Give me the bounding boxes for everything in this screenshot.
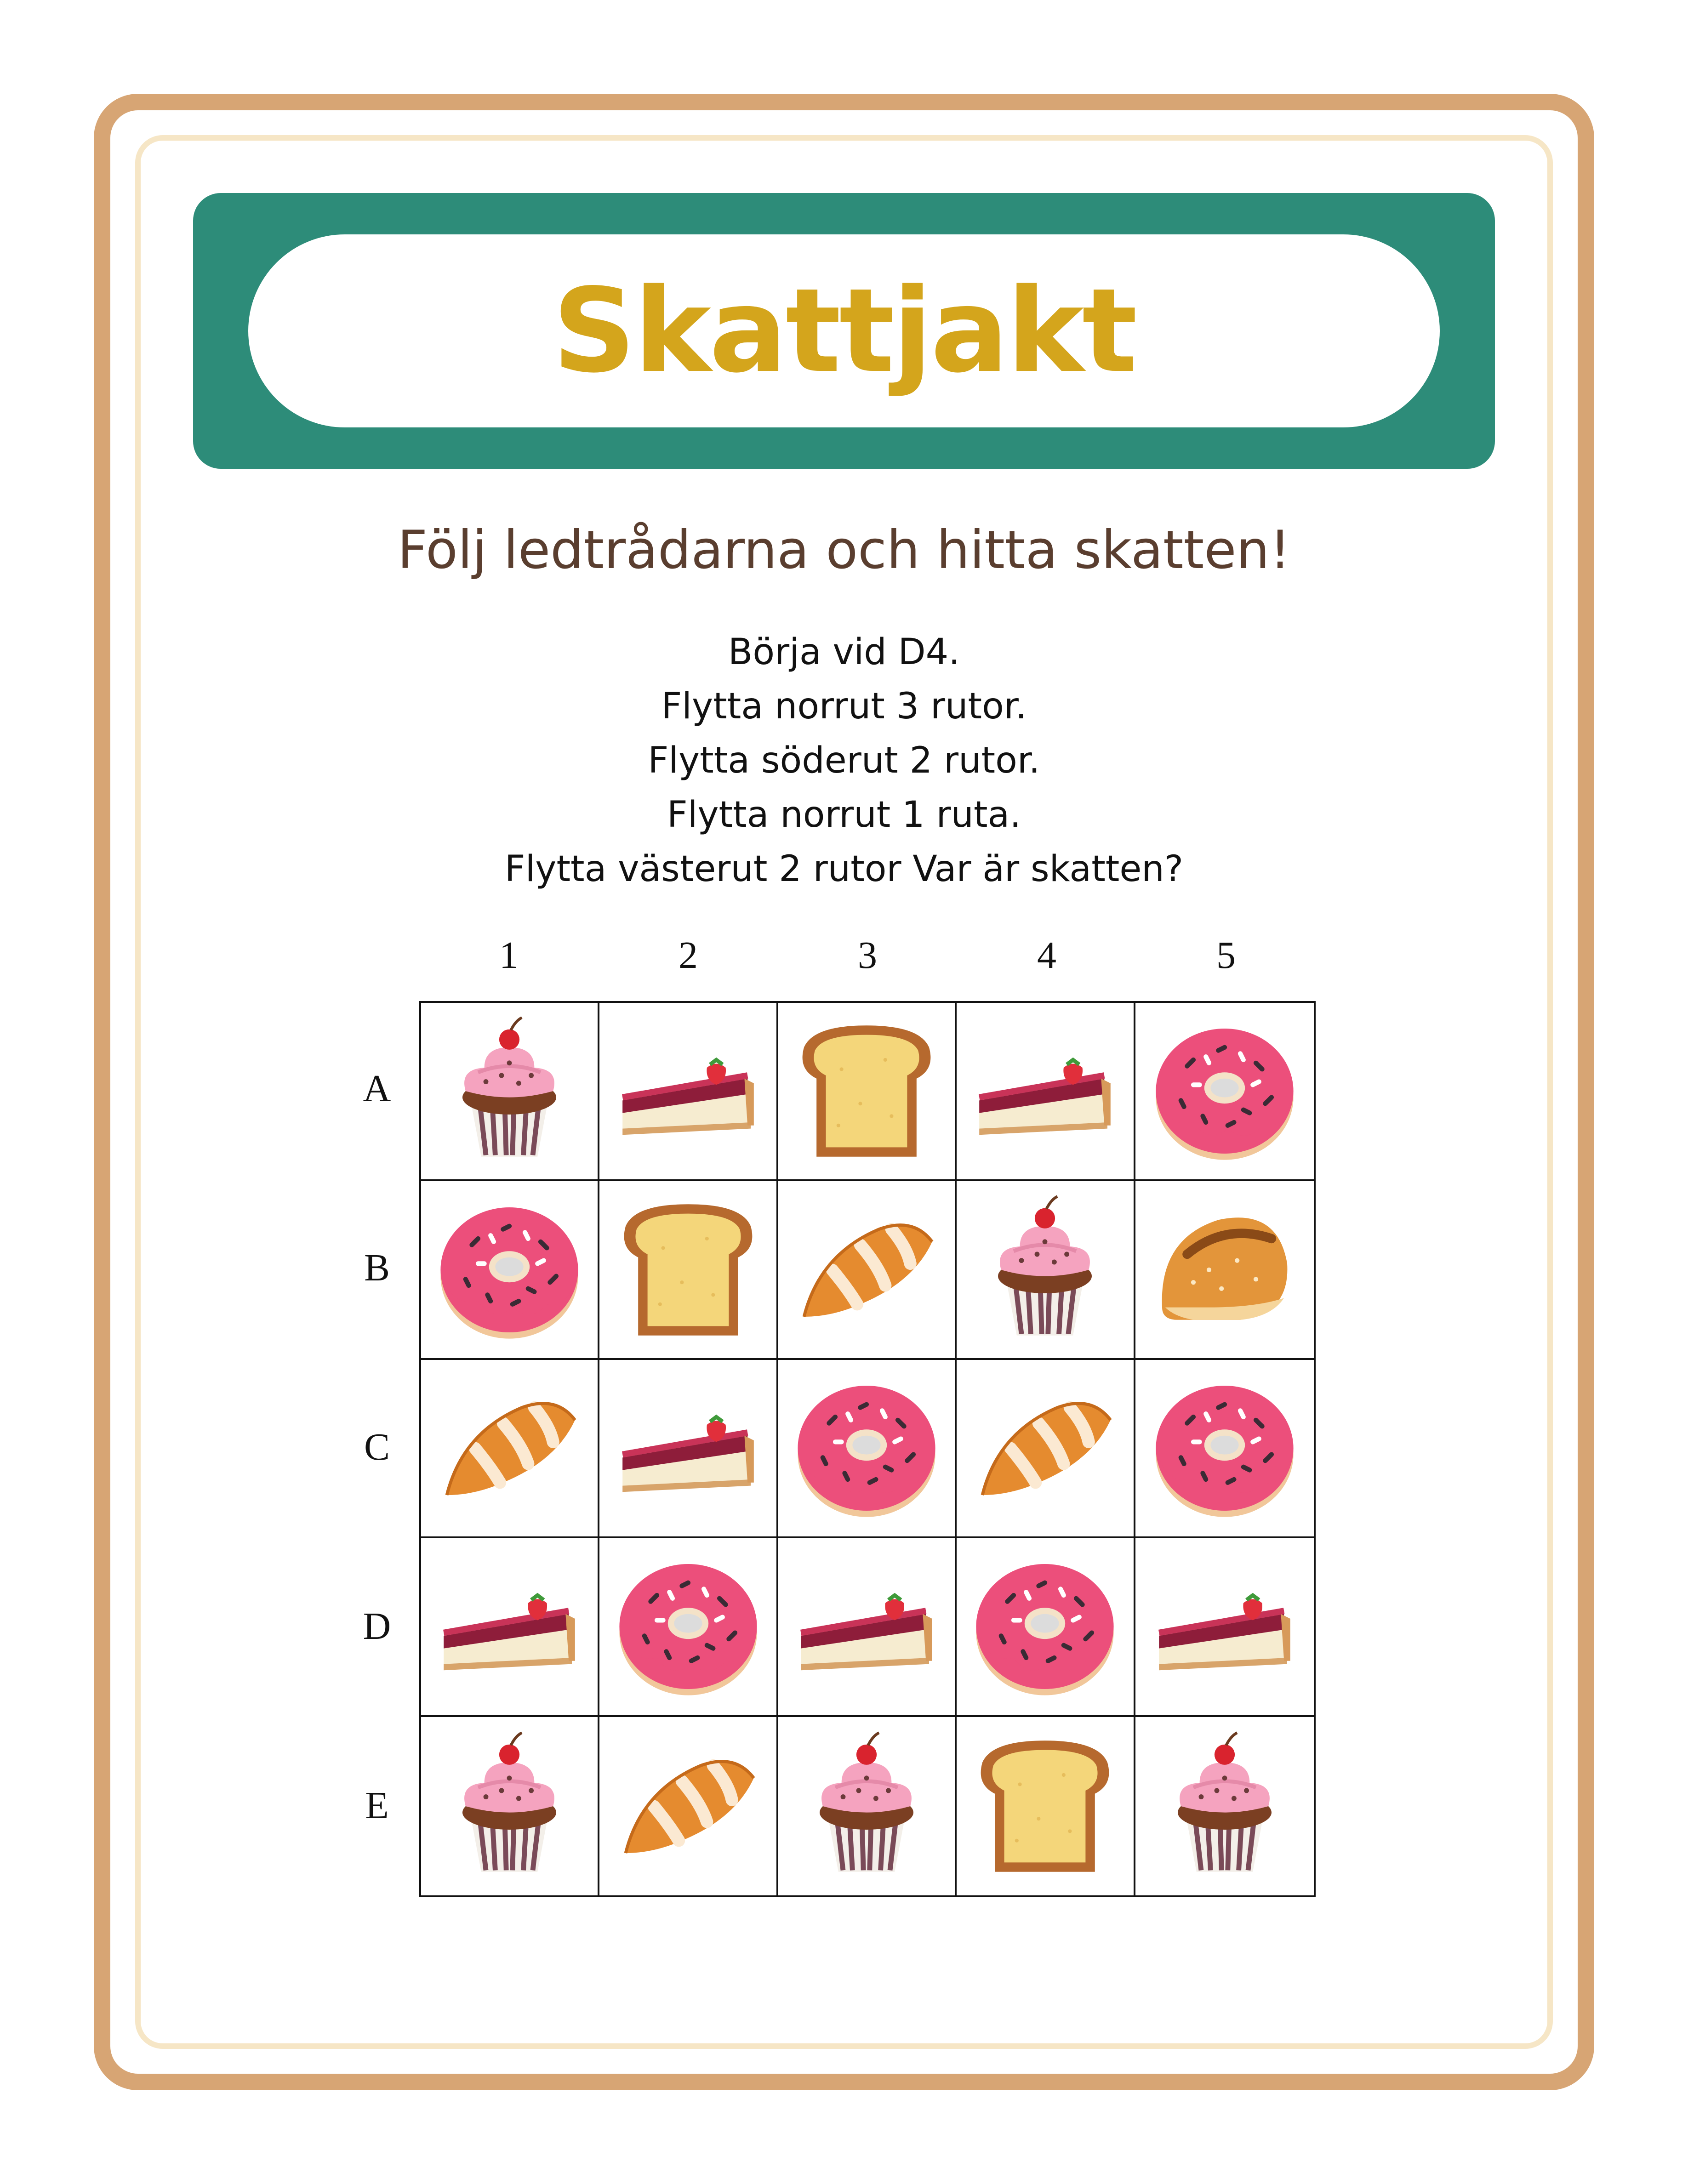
grid-cell (957, 1003, 1135, 1181)
grid-cell (599, 1538, 778, 1717)
row-label: C (364, 1426, 390, 1468)
title-pill (248, 234, 1440, 427)
cupcake-icon (967, 1192, 1123, 1348)
grid-cell (1135, 1181, 1314, 1359)
cupcake-icon (788, 1728, 945, 1884)
page-subtitle: Följ ledtrådarna och hitta skatten! (397, 519, 1291, 580)
clue-line: Flytta norrut 3 rutor. (661, 686, 1027, 727)
grid-cell (1135, 1538, 1314, 1717)
grid-cell (957, 1538, 1135, 1717)
grid-cell (421, 1538, 599, 1717)
row-label: B (364, 1246, 390, 1289)
grid-cell (599, 1181, 778, 1359)
croissant-icon (431, 1370, 587, 1526)
donut-icon (788, 1370, 945, 1526)
cheesecake-slice-icon (788, 1548, 945, 1705)
grid-cell (1135, 1360, 1314, 1538)
donut-icon (967, 1548, 1123, 1705)
grid-cell (778, 1360, 957, 1538)
cupcake-icon (431, 1728, 587, 1884)
row-label: E (365, 1784, 389, 1827)
row-label: D (363, 1605, 391, 1648)
grid-cell (599, 1717, 778, 1895)
grid-cell (957, 1717, 1135, 1895)
bread-slice-icon (967, 1728, 1123, 1884)
grid-cell (778, 1538, 957, 1717)
bread-slice-icon (610, 1192, 766, 1348)
grid-cell (1135, 1003, 1314, 1181)
donut-icon (1146, 1370, 1303, 1526)
croissant-icon (610, 1728, 766, 1884)
grid-cell (957, 1360, 1135, 1538)
bread-loaf-icon (1146, 1192, 1303, 1348)
cheesecake-slice-icon (431, 1548, 587, 1705)
grid-cell (778, 1003, 957, 1181)
bread-slice-icon (788, 1013, 945, 1169)
grid-cell (778, 1181, 957, 1359)
page-title: Skattjakt (552, 263, 1136, 398)
donut-icon (610, 1548, 766, 1705)
grid-cell (1135, 1717, 1314, 1895)
cupcake-icon (1146, 1728, 1303, 1884)
clue-line: Flytta söderut 2 rutor. (648, 740, 1040, 781)
row-label: A (363, 1067, 391, 1110)
grid-cell (599, 1360, 778, 1538)
column-label: 2 (679, 934, 698, 977)
cheesecake-slice-icon (967, 1013, 1123, 1169)
clue-line: Flytta västerut 2 rutor Var är skatten? (504, 848, 1184, 890)
grid-cell (957, 1181, 1135, 1359)
column-label: 1 (499, 934, 519, 977)
grid-cell (421, 1181, 599, 1359)
donut-icon (431, 1192, 587, 1348)
grid-cell (778, 1717, 957, 1895)
cheesecake-slice-icon (1146, 1548, 1303, 1705)
column-label: 3 (858, 934, 877, 977)
clue-line: Börja vid D4. (728, 631, 960, 673)
cheesecake-slice-icon (610, 1013, 766, 1169)
clue-list (0, 625, 1688, 896)
croissant-icon (967, 1370, 1123, 1526)
grid-cell (421, 1360, 599, 1538)
donut-icon (1146, 1013, 1303, 1169)
column-label: 4 (1037, 934, 1056, 977)
croissant-icon (788, 1192, 945, 1348)
grid-cell (421, 1003, 599, 1181)
cheesecake-slice-icon (610, 1370, 766, 1526)
cupcake-icon (431, 1013, 587, 1169)
clue-line: Flytta norrut 1 ruta. (667, 794, 1021, 836)
grid-cell (599, 1003, 778, 1181)
grid-cell (421, 1717, 599, 1895)
treasure-grid (419, 1001, 1316, 1897)
column-label: 5 (1216, 934, 1236, 977)
